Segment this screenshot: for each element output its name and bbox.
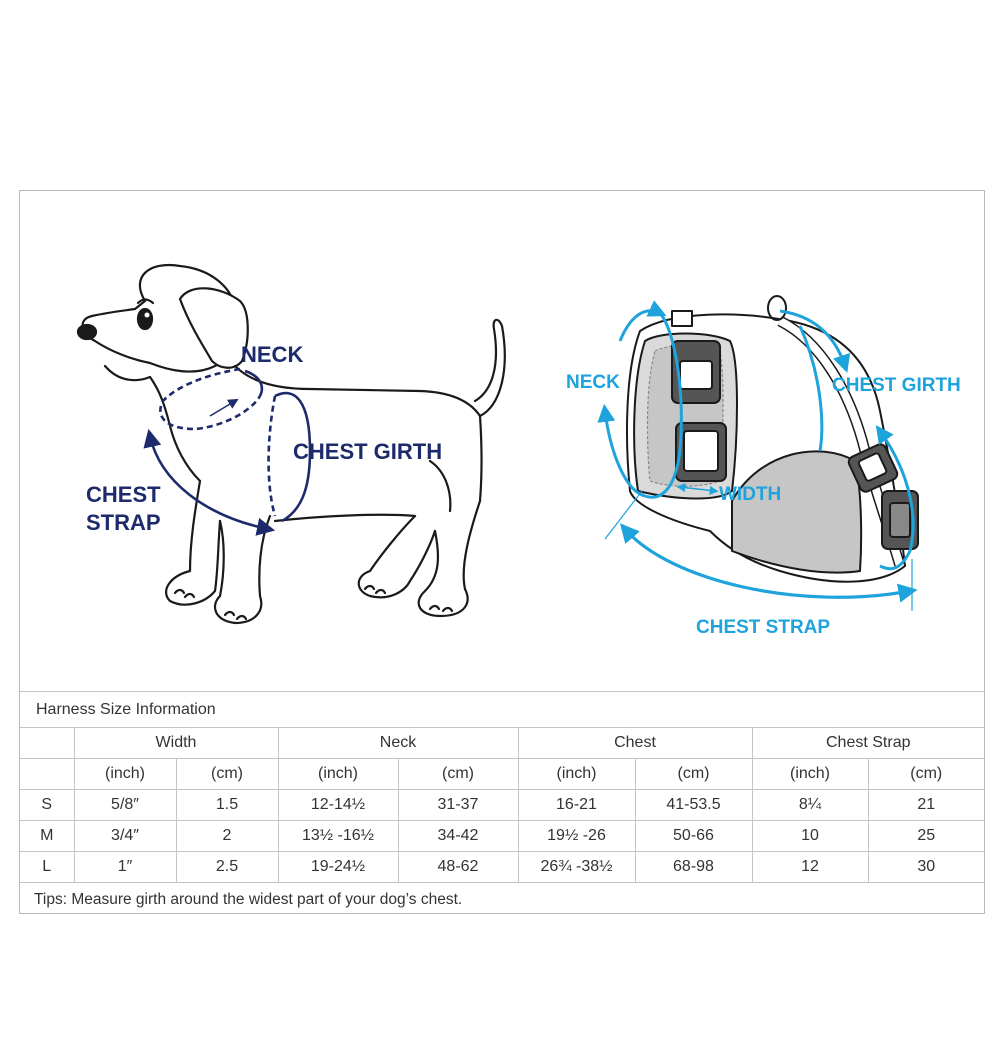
unit-header: (cm) xyxy=(868,759,984,790)
table-cell: 19-24½ xyxy=(278,852,398,883)
unit-header: (cm) xyxy=(635,759,752,790)
table-cell: 10 xyxy=(752,821,868,852)
size-label: L xyxy=(20,852,74,883)
unit-header: (inch) xyxy=(278,759,398,790)
table-cell: 31-37 xyxy=(398,790,518,821)
table-cell: 19½ -26 xyxy=(518,821,635,852)
dog-measure-lines xyxy=(150,369,310,529)
table-cell: 12 xyxy=(752,852,868,883)
table-group-header-row xyxy=(20,728,984,759)
table-cell: 8¼ xyxy=(752,790,868,821)
dog-label-chest-strap-line2: STRAP xyxy=(86,510,161,535)
table-cell: 1.5 xyxy=(176,790,278,821)
unit-header: (cm) xyxy=(176,759,278,790)
table-row xyxy=(20,790,984,821)
group-width: Width xyxy=(74,728,278,759)
table-cell: 5/8″ xyxy=(74,790,176,821)
harness-label-neck: NECK xyxy=(566,372,620,393)
size-label: S xyxy=(20,790,74,821)
unit-header: (cm) xyxy=(398,759,518,790)
table-cell: 12-14½ xyxy=(278,790,398,821)
table-cell: 2 xyxy=(176,821,278,852)
table-cell: 34-42 xyxy=(398,821,518,852)
table-cell: 16-21 xyxy=(518,790,635,821)
size-col-blank xyxy=(20,759,74,790)
table-cell: 25 xyxy=(868,821,984,852)
tips-text: Tips: Measure girth around the widest part of your dog’s chest. xyxy=(20,883,984,918)
group-chest: Chest xyxy=(518,728,752,759)
size-label: M xyxy=(20,821,74,852)
dog-label-neck: NECK xyxy=(241,342,304,367)
group-chest-strap: Chest Strap xyxy=(752,728,984,759)
table-title: Harness Size Information xyxy=(20,692,984,728)
dog-label-chest-girth: CHEST GIRTH xyxy=(293,439,443,464)
table-cell: 41-53.5 xyxy=(635,790,752,821)
table-cell: 26¾ -38½ xyxy=(518,852,635,883)
harness-label-chest-girth: CHEST GIRTH xyxy=(832,375,961,396)
unit-header: (inch) xyxy=(74,759,176,790)
harness-label-width: WIDTH xyxy=(719,484,782,505)
unit-header: (inch) xyxy=(752,759,868,790)
table-cell: 50-66 xyxy=(635,821,752,852)
size-col-blank xyxy=(20,728,74,759)
harness-label-chest-strap: CHEST STRAP xyxy=(696,617,831,638)
table-cell: 13½ -16½ xyxy=(278,821,398,852)
dog-label-chest-strap-line1: CHEST xyxy=(86,482,161,507)
size-chart-frame xyxy=(19,190,985,914)
table-cell: 1″ xyxy=(74,852,176,883)
table-cell: 30 xyxy=(868,852,984,883)
size-table xyxy=(20,691,984,917)
table-unit-header-row xyxy=(20,759,984,790)
table-cell: 2.5 xyxy=(176,852,278,883)
table-cell: 3/4″ xyxy=(74,821,176,852)
unit-header: (inch) xyxy=(518,759,635,790)
table-cell: 68-98 xyxy=(635,852,752,883)
table-cell: 21 xyxy=(868,790,984,821)
group-neck: Neck xyxy=(278,728,518,759)
table-row xyxy=(20,852,984,883)
table-row xyxy=(20,821,984,852)
measurement-illustration xyxy=(20,191,984,691)
table-cell: 48-62 xyxy=(398,852,518,883)
